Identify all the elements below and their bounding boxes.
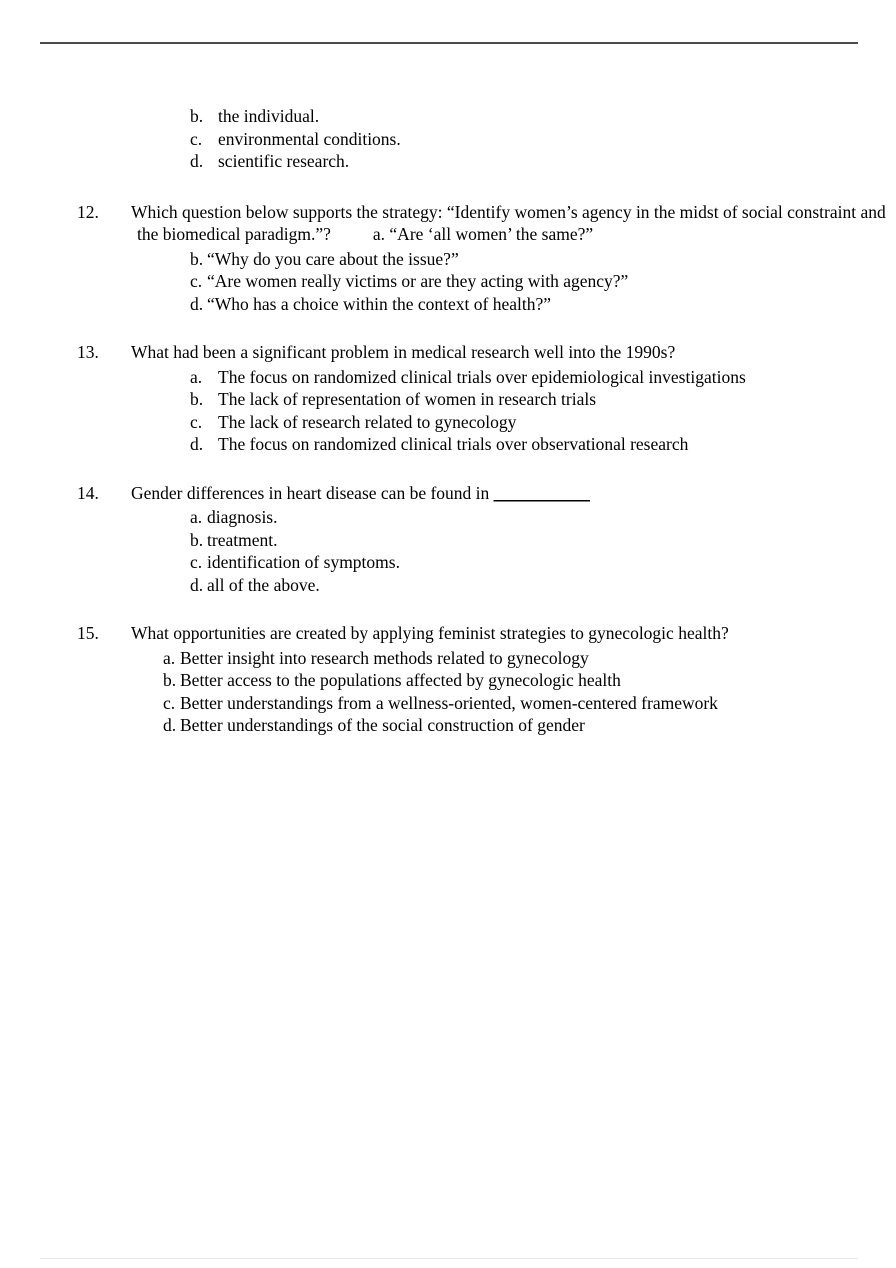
list-item	[0, 128, 896, 151]
list-item	[0, 433, 896, 456]
option-letter: b.	[190, 529, 204, 550]
question-stem-13	[0, 341, 896, 364]
option-text: all of the above.	[207, 574, 320, 595]
option-text: The lack of representation of women in research trials	[218, 389, 597, 409]
list-item	[0, 411, 896, 434]
option-text: Better understandings from a wellness-oriented, women-centered framework	[180, 692, 718, 713]
option-letter: d.	[190, 574, 204, 595]
option-letter: d.	[190, 293, 204, 314]
list-item	[0, 388, 896, 411]
option-letter: a.	[190, 366, 203, 387]
option-text: “Who has a choice within the context of health?”	[207, 293, 552, 314]
option-text: treatment.	[207, 529, 278, 550]
question-text: What had been a significant problem in medical research well into the 1990s?	[131, 342, 676, 362]
question-stem-14	[0, 482, 896, 505]
option-letter: c.	[190, 411, 203, 432]
option-letter: d.	[163, 715, 177, 735]
list-item	[0, 150, 896, 173]
list-item	[0, 248, 896, 271]
list-item	[0, 366, 896, 389]
option-text: diagnosis.	[207, 507, 278, 527]
option-letter: d.	[190, 434, 204, 454]
option-letter: a.	[190, 507, 203, 527]
option-text: “Are women really victims or are they acting with agency?”	[207, 271, 629, 291]
option-text: The focus on randomized clinical trials over epidemiological investigations	[218, 366, 746, 387]
option-text: Better insight into research methods related to gynecology	[180, 647, 589, 668]
list-item	[0, 692, 896, 715]
option-text: The lack of research related to gynecology	[218, 411, 517, 432]
question-block-14	[0, 482, 896, 597]
option-text: “Why do you care about the issue?”	[207, 248, 459, 269]
list-item	[0, 293, 896, 316]
question-text: What opportunities are created by applying feminist strategies to gynecologic health?	[131, 623, 729, 643]
question-number: 12.	[77, 201, 99, 222]
list-item	[0, 551, 896, 574]
option-letter: c.	[190, 552, 203, 572]
fill-in-blank: ___________	[493, 482, 590, 503]
option-letter: c.	[190, 271, 203, 291]
orphan-option-list	[0, 105, 896, 173]
document-content	[0, 105, 896, 763]
question-text: Which question below supports the strategy: “Identify women’s agency in the midst of social constraint and the biomedical paradigm.”?	[131, 201, 886, 244]
question-number: 13.	[77, 342, 99, 362]
list-item	[0, 506, 896, 529]
list-item	[0, 574, 896, 597]
list-item	[0, 529, 896, 552]
option-text: environmental conditions.	[218, 128, 401, 149]
list-item	[0, 669, 896, 692]
option-letter: c.	[190, 128, 203, 149]
option-text: the individual.	[218, 106, 320, 126]
question-block-15	[0, 622, 896, 737]
list-item	[0, 270, 896, 293]
footer-horizontal-rule	[40, 1258, 858, 1259]
question-number: 14.	[77, 482, 99, 503]
option-letter: b.	[190, 389, 204, 409]
option-text: Better understandings of the social construction of gender	[180, 715, 585, 735]
question-block-13	[0, 341, 896, 456]
list-item	[0, 647, 896, 670]
question-stem-12	[0, 201, 896, 246]
option-letter: a.	[163, 647, 176, 668]
option-letter: b.	[163, 670, 177, 690]
option-letter: c.	[163, 692, 176, 713]
list-item	[0, 714, 896, 737]
list-item	[0, 105, 896, 128]
question-number: 15.	[77, 623, 99, 643]
question-text: Gender differences in heart disease can be found in	[131, 482, 494, 503]
option-letter: b.	[190, 106, 204, 126]
question-stem-15	[0, 622, 896, 645]
option-text: The focus on randomized clinical trials over observational research	[218, 434, 689, 454]
option-text: identification of symptoms.	[207, 552, 400, 572]
option-letter: d.	[190, 151, 204, 171]
option-text: scientific research.	[218, 151, 350, 171]
inline-option-a: a. “Are ‘all women’ the same?”	[372, 224, 594, 244]
header-horizontal-rule	[40, 42, 858, 44]
option-text: Better access to the populations affected by gynecologic health	[180, 670, 621, 690]
question-block-12	[0, 201, 896, 316]
option-letter: b.	[190, 248, 204, 269]
